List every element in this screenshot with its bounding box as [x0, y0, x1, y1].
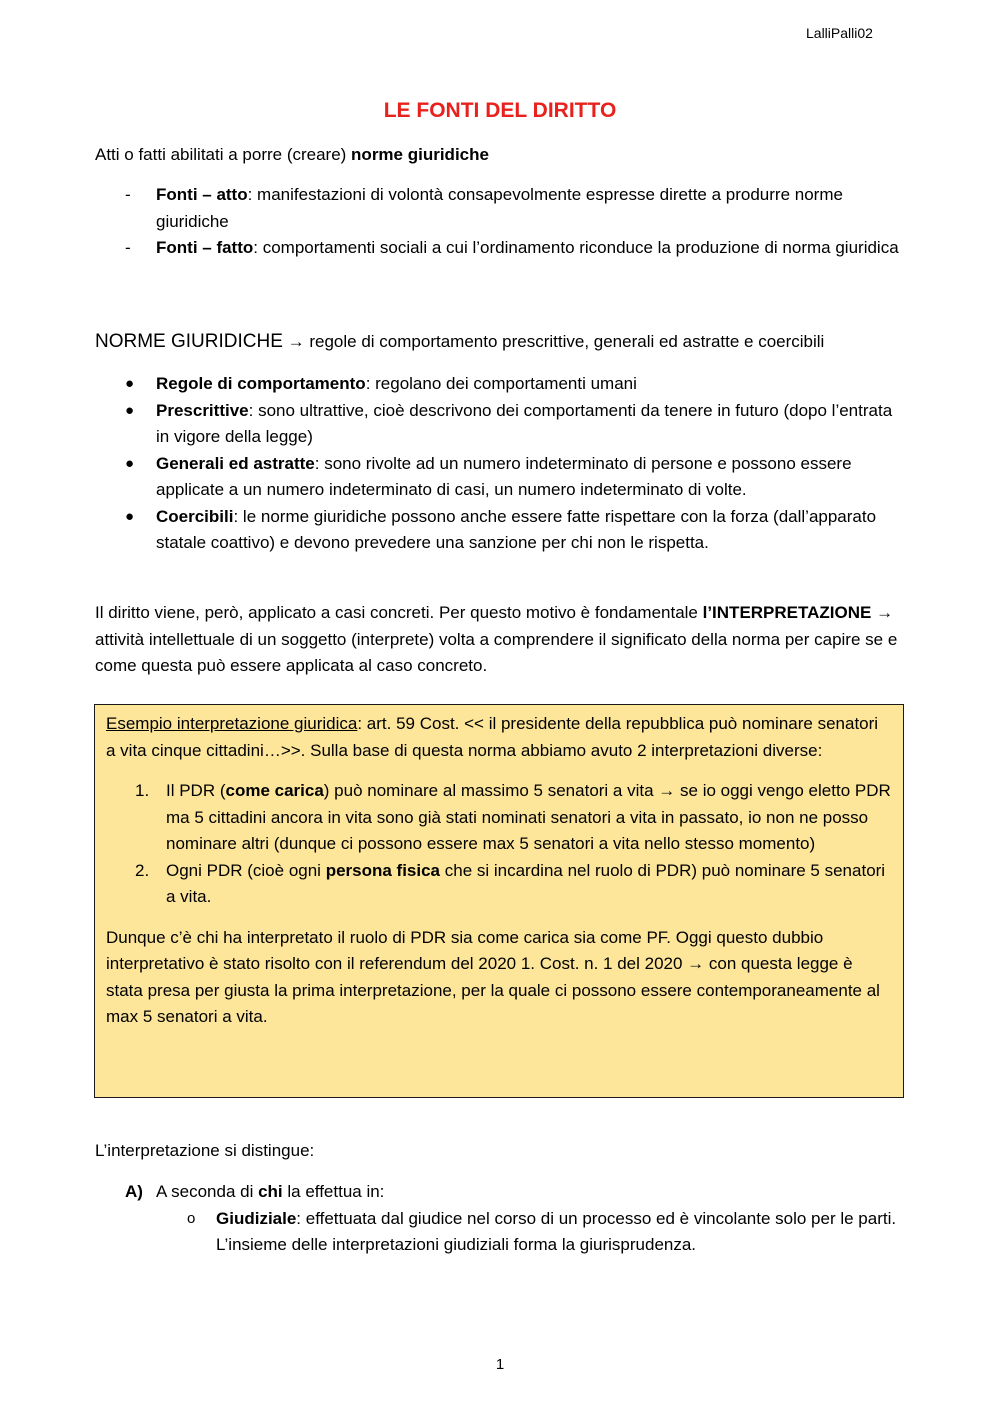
list-item — [95, 371, 905, 398]
item-text: : regolano dei comportamenti umani — [365, 374, 637, 393]
example-box — [94, 704, 904, 1098]
interp-text-1: Il diritto viene, però, applicato a casi concreti. Per questo motivo è fondamentale — [95, 603, 703, 622]
norme-heading-paragraph — [95, 329, 905, 356]
item-term: Generali ed astratte — [156, 453, 315, 473]
conclusion-text-1: Dunque c’è chi ha interpretato il ruolo di PDR sia come carica sia come PF. Oggi questo dubbio interpretativo è stato risolto con il referendum del 2020 1. Cost. n. 1 del 2020 — [106, 927, 824, 973]
list-item — [106, 858, 892, 911]
item-text: : effettuata dal giudice nel corso di un processo ed è vincolante solo per le parti. L’insieme delle interpretazioni giudiziali forma la giurisprudenza. — [216, 1208, 897, 1254]
arrow-icon: → — [687, 954, 705, 973]
box-underline-title: Esempio interpretazione giuridica — [106, 714, 358, 733]
item-bold: chi — [258, 1182, 283, 1201]
page-number: 1 — [495, 1356, 505, 1373]
item-term: Fonti – fatto — [156, 238, 254, 257]
item-text: se io oggi vengo eletto PDR ma 5 cittadini ancora in vita sono già stati nominati senatori a vita in passato, io non ne posso nominare altri (dunque ci possono essere max 5 senatori a vita nello stesso momento) — [166, 781, 891, 853]
distingue-paragraph — [95, 1138, 905, 1165]
box-intro-text: : art. 59 Cost. << il presidente della repubblica può nominare senatori a vita cinque cittadini…>>. Sulla base di questa norma abbiamo avuto 2 interpretazioni diverse: — [106, 714, 879, 760]
item-text: la effettua in: — [282, 1182, 385, 1201]
arrow-icon: → — [876, 603, 894, 622]
interp-bold: l’INTERPRETAZIONE — [702, 603, 872, 622]
list-item — [95, 182, 905, 235]
conclusion-text-2: con questa legge è stata presa per giusta la prima interpretazione, per la quale ci possono essere contemporaneamente al max 5 senatori a vita. — [106, 954, 880, 1026]
bullet-icon: ● — [125, 507, 135, 525]
box-conclusion — [106, 925, 892, 1031]
item-text: A seconda di — [156, 1182, 259, 1201]
list-item — [95, 398, 905, 451]
arrow-icon: → — [287, 332, 305, 351]
interpretations-list — [106, 778, 892, 911]
item-text: : comportamenti sociali a cui l’ordinamento riconduce la produzione di norma giuridica — [253, 238, 899, 257]
item-bold: persona fisica — [325, 860, 441, 880]
norme-heading: NORME GIURIDICHE — [95, 331, 283, 352]
list-item — [95, 1206, 905, 1259]
norme-list-container — [95, 371, 905, 557]
number-marker: 2. — [135, 860, 150, 880]
item-text: Il PDR ( — [166, 781, 226, 800]
bullet-icon: ● — [125, 401, 135, 419]
dash-marker: - — [125, 238, 131, 257]
norme-text: regole di comportamento prescrittive, generali ed astratte e coercibili — [304, 332, 825, 351]
norme-list — [95, 371, 905, 557]
item-bold: come carica — [225, 781, 324, 800]
fonti-list-container — [95, 182, 905, 262]
item-term: Fonti – atto — [156, 185, 248, 204]
intro-text: Atti o fatti abilitati a porre (creare) — [95, 145, 352, 164]
fonti-list — [95, 182, 905, 262]
distingue-text: L’interpretazione si distingue: — [95, 1141, 315, 1160]
intro-paragraph — [95, 142, 905, 169]
list-item — [106, 778, 892, 858]
list-item — [95, 504, 905, 557]
item-text: : manifestazioni di volontà consapevolmente espresse dirette a produrre norme giuridiche — [156, 185, 843, 231]
item-text: : le norme giuridiche possono anche essere fatte rispettare con la forza (dall’apparato statale coattivo) e devono prevedere una sanzione per chi non le rispetta. — [156, 506, 877, 552]
circle-list — [95, 1206, 905, 1259]
arrow-icon: → — [658, 781, 676, 800]
page-title: LE FONTI DEL DIRITTO — [383, 99, 617, 122]
list-item — [95, 1179, 905, 1206]
item-text: Ogni PDR (cioè ogni — [166, 860, 326, 880]
interp-text-2: attività intellettuale di un soggetto (interprete) volta a comprendere il significato della norma per capire se e come questa può essere applicata al caso concreto. — [95, 629, 898, 675]
item-text: che si incardina nel ruolo di PDR) può nominare 5 senatori a vita. — [166, 860, 886, 906]
interpretazione-paragraph — [95, 600, 905, 680]
item-term: Coercibili — [156, 506, 234, 526]
alpha-list-container — [95, 1179, 905, 1259]
item-term: Regole di comportamento — [156, 374, 366, 393]
alpha-list — [95, 1179, 905, 1206]
box-intro — [106, 711, 892, 764]
item-text: ) può nominare al massimo 5 senatori a vita — [323, 781, 659, 800]
header-tag: LalliPalli02 — [806, 25, 873, 41]
number-marker: 1. — [135, 781, 150, 800]
item-text: : sono ultrattive, cioè descrivono dei comportamenti da tenere in futuro (dopo l’entrata in vigore della legge) — [156, 400, 893, 446]
item-text: : sono rivolte ad un numero indeterminato di persone e possono essere applicate a un numero indeterminato di casi, un numero indeterminato di volte. — [156, 453, 852, 499]
circle-bullet-icon: o — [187, 1209, 196, 1227]
item-term: Prescrittive — [156, 400, 249, 420]
item-term: Giudiziale — [216, 1208, 297, 1228]
list-item — [95, 235, 905, 262]
bullet-icon: ● — [125, 454, 135, 472]
alpha-marker: A) — [125, 1182, 143, 1201]
intro-bold: norme giuridiche — [351, 145, 489, 164]
list-item — [95, 451, 905, 504]
dash-marker: - — [125, 185, 131, 204]
bullet-icon: ● — [125, 375, 135, 392]
